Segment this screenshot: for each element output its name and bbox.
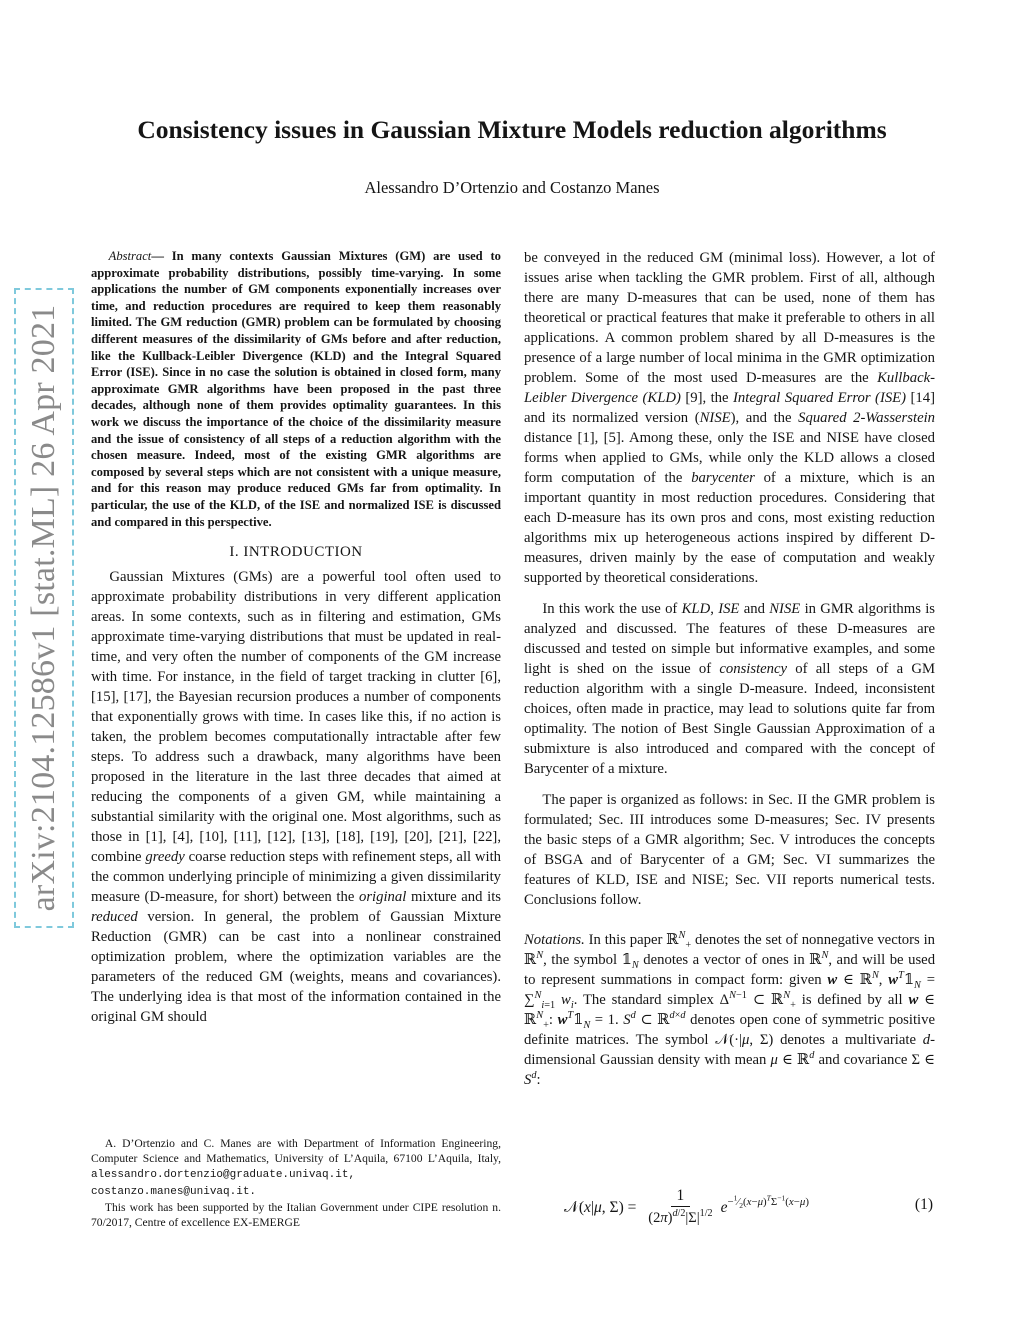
text-emphasis: NISE xyxy=(769,601,801,617)
text-emphasis: original xyxy=(358,889,407,906)
text-emphasis: barycenter xyxy=(691,470,755,486)
text-run: [9], the xyxy=(685,390,729,406)
paper-title: Consistency issues in Gaussian Mixture Models reduction algorithms xyxy=(137,115,887,144)
text-run: coarse reduction steps with refinement steps, all with the common underlying principle of minimizing a given dissimilarity measure (D-measure, for short) between the xyxy=(91,849,502,906)
text-emphasis: NISE xyxy=(699,410,731,426)
text-run: , and will be used to represent summations in compact form: given xyxy=(524,952,936,988)
text-run: be conveyed in the reduced GM (minimal loss). However, a lot of issues arise when tackling the GMR problem. First of all, although there are many D-measures that can be used, none of them has theoretical or practical features that make it preferable to others in all applications. A common problem shared by all D-measures is the presence of a large number of local minima in the GMR optimization problem. Some of the most used D-measures are the xyxy=(524,250,935,386)
text-run: version. In general, the problem of Gaussian Mixture Reduction (GMR) can be cast into a nonlinear constrained optimization problem, where the optimization variables are the parameters of the reduced GM (weights, means and covariances). The underlying idea is that most of the information contained in the original GM should xyxy=(91,909,502,1026)
text-run: denotes a vector of ones in xyxy=(643,952,805,968)
abstract-text: In many contexts Gaussian Mixtures (GM) are used to approximate probability distributions, possibly time-varying. In some applications the number of GM components exponentially increases over time, and reduction procedures are required to keep them reasonably limited. The GM reduction (GMR) problem can be formulated by choosing different measures of the dissimilarity of GMs before and after reduction, like the Kullback-Leibler Divergence (KLD) and the Integral Squared Error (ISE). Since in no case the solution is obtained in closed form, many approximate GMR algorithms have been proposed in the past three decades, although none of them provides optimality guarantees. In this work we discuss the importance of the choice of the dissimilarity measure and the issue of consistency of all steps of a reduction algorithm with the chosen measure. Indeed, most of the existing GMR algorithms are composed by several steps which are not consistent with a unique measure, and for this reason may produce reduced GMs far from optimality. In particular, the use of the KLD, of the ISE and normalized ISE is discussed and compared in this perspective. xyxy=(91,249,501,529)
text-run: denotes a multivariate xyxy=(780,1032,916,1048)
email-link-2[interactable]: costanzo.manes@univaq.it. xyxy=(91,1186,257,1198)
text-run: is defined by all xyxy=(801,992,903,1008)
footnote-affiliation xyxy=(91,1136,501,1200)
text-emphasis: consistency xyxy=(719,661,788,677)
right-column xyxy=(524,248,935,1090)
text-run: , the symbol xyxy=(543,952,618,968)
text-run: [14] and its normalized version ( xyxy=(524,390,936,426)
paper-authors: Alessandro D’Ortenzio and Costanzo Manes xyxy=(364,178,660,197)
fraction-denominator: $(2\pi)^{d/2}|\Sigma|^{1/2}$ xyxy=(648,1208,713,1226)
notations-paragraph: Notations. In this paper ℝ$^N_+$ denotes the set of nonnegative vectors in ℝ$^N$, the symbol $𝟙_N$ denotes a vector of ones in ℝ$^N$, and will be used to represent summations in compact form: given w ∈ ℝ$^N$, $w^T𝟙_N = \sum^N_{i=1}$ $w_i$. The standard simplex $\Delta^{N-1}$ ⊂ ℝ$^N_+$ is defined by all w ∈ ℝ$^N_+$: $w^T𝟙_N = 1$. $S^d$ ⊂ ℝ$^{d\times d}$ denotes open cone of symmetric positive definite matrices. The symbol 𝒩(·|μ, Σ) denotes a multivariate d-dimensional Gaussian density with mean μ ∈ ℝ$^d$ and covariance Σ ∈ $S^d$: xyxy=(524,930,936,1088)
intro-paragraph-1-continued xyxy=(524,248,935,588)
left-column xyxy=(91,248,501,1027)
fraction xyxy=(642,1186,718,1229)
text-run: , xyxy=(710,601,714,617)
text-run: ), and the xyxy=(730,410,792,426)
text-emphasis: Kullback-Leibler Divergence (KLD) xyxy=(524,370,935,406)
gaussian-density-formula: 𝒩(x|μ, Σ) = $\frac{1}{(2\pi)^{d/2}|\Sigma|^{1/2}}$ $e^{-^1⁄_2(x-\mu)^T\Sigma^{-1}(x-\mu)}$ xyxy=(564,1186,809,1229)
text-run: in GMR algorithms is analyzed and discussed. The features of these D-measures are discussed and tested on simple but informative examples, and some light is shed on the issue of xyxy=(524,601,936,677)
text-emphasis: Integral Squared Error (ISE) xyxy=(733,390,907,406)
text-run: of all steps of a GM reduction algorithm with a single D-measure. Indeed, inconsistent choices, often made in practice, may lead to solutions quite far from optimality. The notion of Best Single Gaussian Approximation of a submixture is also introduced and compared with the concept of Barycenter of a mixture. xyxy=(524,661,936,777)
text-run: distance [1], [5]. Among these, only the ISE and NISE have closed forms when applied to GMs, while only the KLD allows a closed form computation of the xyxy=(524,430,935,486)
text-emphasis: reduced xyxy=(91,909,138,926)
text-run: denotes the set of nonnegative vectors in xyxy=(695,932,936,948)
footnote xyxy=(91,1136,501,1230)
arxiv-identifier: arXiv:2104.12586v1 [stat.ML] 26 Apr 2021 xyxy=(25,304,62,912)
text-run: . The standard simplex xyxy=(573,992,714,1008)
email-link-1[interactable]: alessandro.dortenzio@graduate.univaq.it, xyxy=(91,1169,356,1181)
text-emphasis: KLD xyxy=(681,601,711,617)
intro-paragraph-1 xyxy=(91,567,501,1027)
text-emphasis: Squared 2-Wasserstein xyxy=(798,410,936,426)
arxiv-stamp xyxy=(14,288,74,928)
fraction-numerator: 1 xyxy=(671,1186,691,1207)
abstract: Abstract— In many contexts Gaussian Mixtures (GM) are used to approximate probability distributions, possibly time-varying. In some applications the number of GM components exponentially increases over time, and reduction procedures are required to keep them reasonably limited. The GM reduction (GMR) problem can be formulated by choosing different measures of the dissimilarity of GMs before and after reduction, like the Kullback-Leibler Divergence (KLD) and the Integral Squared Error (ISE). Since in no case the solution is obtained in closed form, many approximate GMR algorithms have been proposed in the past three decades, although none of them provides optimality guarantees. In this work we discuss the importance of the choice of the dissimilarity measure and the issue of consistency of all steps of a reduction algorithm with the chosen measure. Indeed, most of the existing GMR algorithms are composed by several steps which are not consistent with a unique measure, and for this reason may produce reduced GMs far from optimality. In particular, the use of the KLD, of the ISE and normalized ISE is discussed and compared in this perspective. xyxy=(91,249,501,529)
text-run: and covariance xyxy=(818,1052,908,1068)
text-run: Gaussian Mixtures (GMs) are a powerful tool often used to approximate probability distributions in very different application areas. In some contexts, such as in filtering and estimation, GMs approximate time-varying distributions that must be updated in real-time, and very often the number of components of the GM increase with time. For instance, in the field of target tracking in clutter [6], [15], [17], the Bayesian recursion produces a number of components that exponentially grows with time. In cases like this, if no action is taken, the problem becomes computationally intractable after few steps. To address such a drawback, many algorithms have been proposed in the literature in the last three decades that aimed at reducing the components of a given GM, while maintaining a substantial similarity with the original one. Most algorithms, such as those in [1], [4], [10], [11], [12], [13], [18], [19], [20], [21], [22], combine xyxy=(91,569,501,866)
notations-lead: Notations. xyxy=(524,932,585,948)
text-run: -dimensional Gaussian density with mean xyxy=(524,1032,935,1068)
text-run: and xyxy=(743,601,765,617)
abstract-lead: Abstract xyxy=(108,249,152,263)
footnote-funding: This work has been supported by the Italian Government under CIPE resolution n. 70/2017, Centre of excellence EX-EMERGE xyxy=(91,1201,501,1229)
intro-paragraph-2 xyxy=(524,599,935,779)
affiliation-text: A. D’Ortenzio and C. Manes are with Department of Information Engineering, Computer Science and Mathematics, University of L’Aquila, 67100 L’Aquila, Italy, xyxy=(91,1137,501,1165)
intro-paragraph-3: The paper is organized as follows: in Sec. II the GMR problem is formulated; Sec. III introduces some D-measures; Sec. IV presents the basic steps of a GMR algorithm; Sec. V introduces the concepts of BSGA and of Barycenter of a GM; Sec. VI summarizes the features of KLD, ISE and NISE; Sec. VII reports numerical tests. Conclusions follow. xyxy=(524,792,935,908)
section-heading-introduction: I. INTRODUCTION xyxy=(229,544,363,561)
text-emphasis: ISE xyxy=(718,601,740,617)
text-run: of a mixture, which is an important quantity in most reduction procedures. Considering that each D-measure has its own pros and cons, most existing reduction algorithms mix up heterogeneous actions inspired by different D-measures, driven mainly by the ease of computation and weakly supported by theoretical considerations. xyxy=(524,470,936,586)
equation-1 xyxy=(524,1178,935,1232)
text-run: In this paper xyxy=(588,932,663,948)
equation-number: (1) xyxy=(914,1196,933,1213)
text-emphasis: greedy xyxy=(145,849,185,866)
text-run: denotes open cone of symmetric positive definite matrices. The symbol xyxy=(524,1012,935,1048)
text-run: mixture and its xyxy=(410,889,501,906)
text-run: In this work the use of xyxy=(542,601,678,617)
